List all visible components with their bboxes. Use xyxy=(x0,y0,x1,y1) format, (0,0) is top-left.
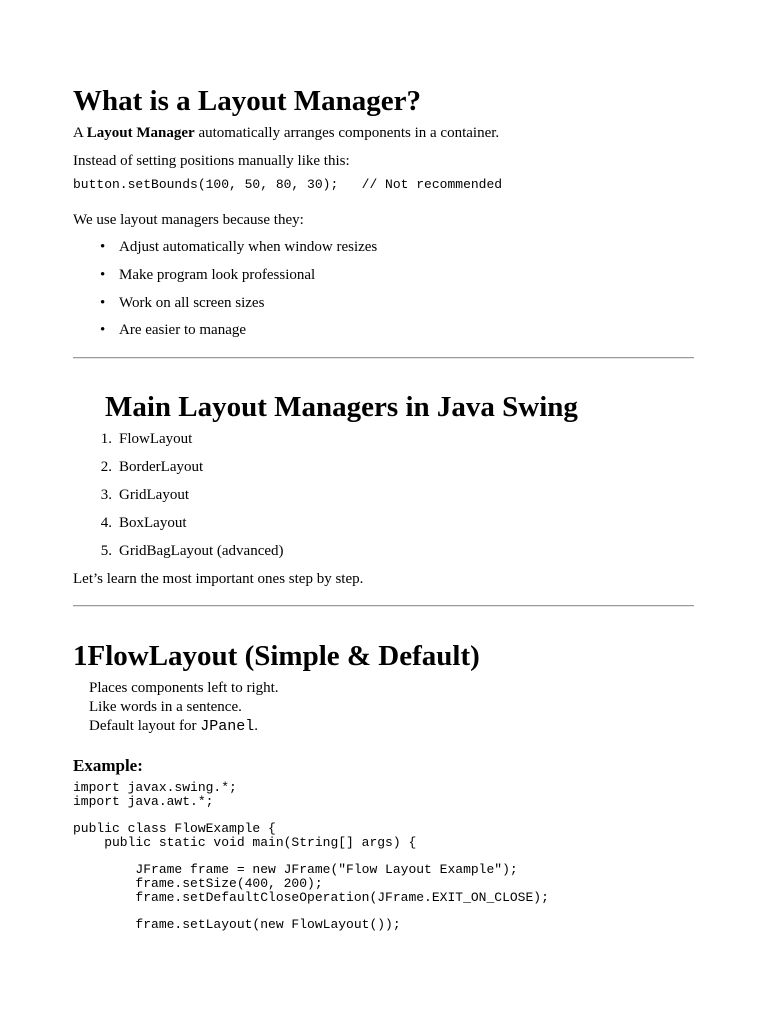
list-item: GridBagLayout (advanced) xyxy=(119,543,284,559)
list-item: Are easier to manage xyxy=(119,322,247,338)
list-item: BoxLayout xyxy=(119,515,187,531)
list-number: 3. xyxy=(100,487,112,503)
list-number: 4. xyxy=(100,515,112,531)
heading-layout-manager: What is a Layout Manager? xyxy=(73,85,421,117)
list-item: GridLayout xyxy=(119,487,189,503)
flowlayout-desc-1: Places components left to right. xyxy=(89,680,279,696)
list-number: 1. xyxy=(100,431,112,447)
heading-flowlayout xyxy=(73,638,480,674)
desc-3-suffix: . xyxy=(254,718,258,734)
list-item: FlowLayout xyxy=(119,431,193,447)
bullet-glyph: • xyxy=(100,295,106,311)
flowlayout-title: FlowLayout (Simple & Default) xyxy=(87,640,480,672)
list-item: Make program look professional xyxy=(119,267,316,283)
bullet-glyph: • xyxy=(100,322,106,338)
flow-example-code: import javax.swing.*; import java.awt.*; public class FlowExample { public static void main(String[] args) { JFrame frame = new JFrame("Flow Layout Example"); frame.setSize(400, 200); frame.setDefaultCloseOperation(JFrame.EXIT_ON_CLOSE); frame.setLayout(new FlowLayout()); xyxy=(73,780,549,933)
horizontal-divider xyxy=(73,605,694,607)
list-item: BorderLayout xyxy=(119,459,204,475)
intro-prefix: A xyxy=(73,125,87,141)
step-by-step-text: Let’s learn the most important ones step by step. xyxy=(73,571,364,587)
bullet-glyph: • xyxy=(100,239,106,255)
list-number: 2. xyxy=(100,459,112,475)
flowlayout-desc-3 xyxy=(89,717,258,736)
intro-suffix: automatically arranges components in a container. xyxy=(194,125,500,141)
setbounds-code: button.setBounds(100, 50, 80, 30); // Not recommended xyxy=(73,177,503,192)
why-text: We use layout managers because they: xyxy=(73,212,304,228)
section-number-glyph: 1 xyxy=(73,640,82,672)
heading-main-layout-managers: Main Layout Managers in Java Swing xyxy=(105,391,578,423)
manual-positioning-text: Instead of setting positions manually like this: xyxy=(73,153,350,169)
list-item: Work on all screen sizes xyxy=(119,295,265,311)
intro-bold-term: Layout Manager xyxy=(86,125,195,141)
list-item: Adjust automatically when window resizes xyxy=(119,239,378,255)
intro-paragraph xyxy=(73,124,499,142)
jpanel-code: JPanel xyxy=(200,718,255,735)
flowlayout-desc-2: Like words in a sentence. xyxy=(89,699,242,715)
bullet-glyph: • xyxy=(100,267,106,283)
horizontal-divider xyxy=(73,357,694,359)
desc-3-prefix: Default layout for xyxy=(89,718,201,734)
example-label: Example: xyxy=(73,756,143,775)
list-number: 5. xyxy=(100,543,112,559)
